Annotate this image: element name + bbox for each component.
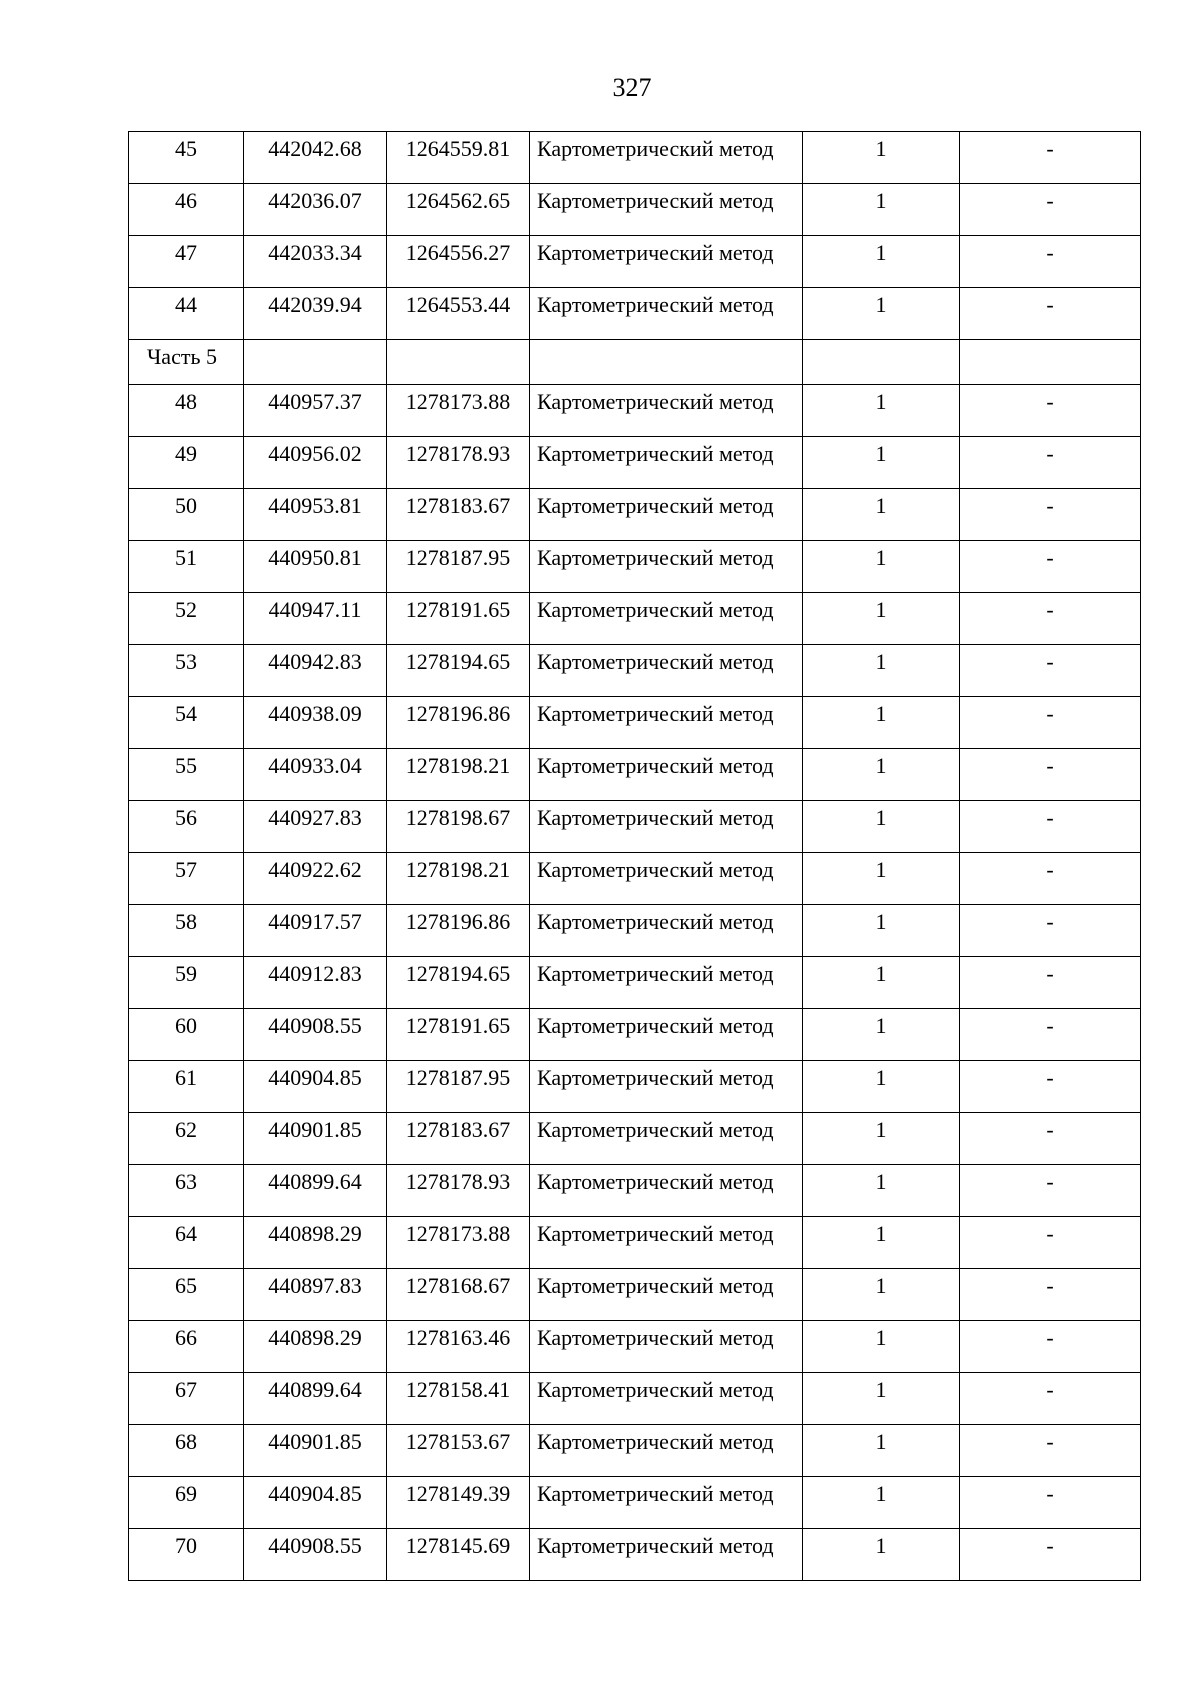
method-cell: Картометрический метод: [530, 1113, 803, 1165]
description-cell: -: [960, 1165, 1141, 1217]
y-coordinate-cell: 1278183.67: [387, 489, 530, 541]
y-coordinate-cell: 1278198.21: [387, 749, 530, 801]
accuracy-cell: 1: [803, 288, 960, 340]
accuracy-cell: 1: [803, 184, 960, 236]
table-row: [129, 1217, 1141, 1269]
y-coordinate-cell: 1278149.39: [387, 1477, 530, 1529]
accuracy-cell: 1: [803, 1425, 960, 1477]
table-row: [129, 489, 1141, 541]
method-cell: Картометрический метод: [530, 1269, 803, 1321]
y-coordinate-cell: 1264553.44: [387, 288, 530, 340]
table-row: [129, 385, 1141, 437]
method-cell: Картометрический метод: [530, 1425, 803, 1477]
method-cell: Картометрический метод: [530, 749, 803, 801]
x-coordinate-cell: 440933.04: [244, 749, 387, 801]
point-number-cell: 65: [129, 1269, 244, 1321]
point-number-cell: 57: [129, 853, 244, 905]
method-cell: Картометрический метод: [530, 1373, 803, 1425]
accuracy-cell: 1: [803, 1217, 960, 1269]
method-cell: Картометрический метод: [530, 905, 803, 957]
y-coordinate-cell: 1278187.95: [387, 1061, 530, 1113]
accuracy-cell: 1: [803, 905, 960, 957]
empty-cell: [803, 340, 960, 385]
accuracy-cell: 1: [803, 801, 960, 853]
y-coordinate-cell: 1278178.93: [387, 437, 530, 489]
point-number-cell: 68: [129, 1425, 244, 1477]
description-cell: -: [960, 749, 1141, 801]
description-cell: -: [960, 236, 1141, 288]
description-cell: -: [960, 957, 1141, 1009]
point-number-cell: 62: [129, 1113, 244, 1165]
method-cell: Картометрический метод: [530, 1477, 803, 1529]
description-cell: -: [960, 645, 1141, 697]
accuracy-cell: 1: [803, 749, 960, 801]
table-row: [129, 1009, 1141, 1061]
method-cell: Картометрический метод: [530, 184, 803, 236]
method-cell: Картометрический метод: [530, 801, 803, 853]
table-row: [129, 749, 1141, 801]
y-coordinate-cell: 1278153.67: [387, 1425, 530, 1477]
method-cell: Картометрический метод: [530, 236, 803, 288]
table-row: [129, 541, 1141, 593]
y-coordinate-cell: 1278163.46: [387, 1321, 530, 1373]
point-number-cell: 60: [129, 1009, 244, 1061]
x-coordinate-cell: 440956.02: [244, 437, 387, 489]
point-number-cell: 58: [129, 905, 244, 957]
point-number-cell: 51: [129, 541, 244, 593]
table-row: [129, 288, 1141, 340]
point-number-cell: 52: [129, 593, 244, 645]
y-coordinate-cell: 1264556.27: [387, 236, 530, 288]
y-coordinate-cell: 1278187.95: [387, 541, 530, 593]
description-cell: -: [960, 184, 1141, 236]
method-cell: Картометрический метод: [530, 1529, 803, 1581]
empty-cell: [244, 340, 387, 385]
y-coordinate-cell: 1278158.41: [387, 1373, 530, 1425]
empty-cell: [387, 340, 530, 385]
table-row: [129, 1113, 1141, 1165]
table-row: [129, 1477, 1141, 1529]
accuracy-cell: 1: [803, 385, 960, 437]
point-number-cell: 64: [129, 1217, 244, 1269]
table-body-part-4: [129, 132, 1141, 340]
table-row: [129, 1321, 1141, 1373]
accuracy-cell: 1: [803, 1477, 960, 1529]
accuracy-cell: 1: [803, 1529, 960, 1581]
method-cell: Картометрический метод: [530, 853, 803, 905]
description-cell: -: [960, 1009, 1141, 1061]
point-number-cell: 45: [129, 132, 244, 184]
accuracy-cell: 1: [803, 489, 960, 541]
accuracy-cell: 1: [803, 1009, 960, 1061]
accuracy-cell: 1: [803, 593, 960, 645]
description-cell: -: [960, 1425, 1141, 1477]
method-cell: Картометрический метод: [530, 645, 803, 697]
empty-cell: [530, 340, 803, 385]
accuracy-cell: 1: [803, 1321, 960, 1373]
y-coordinate-cell: 1278191.65: [387, 1009, 530, 1061]
x-coordinate-cell: 440917.57: [244, 905, 387, 957]
description-cell: -: [960, 1477, 1141, 1529]
section-row: [129, 340, 1141, 385]
y-coordinate-cell: 1278196.86: [387, 697, 530, 749]
accuracy-cell: 1: [803, 957, 960, 1009]
y-coordinate-cell: 1278198.67: [387, 801, 530, 853]
y-coordinate-cell: 1264559.81: [387, 132, 530, 184]
x-coordinate-cell: 440908.55: [244, 1529, 387, 1581]
description-cell: -: [960, 1217, 1141, 1269]
x-coordinate-cell: 440904.85: [244, 1061, 387, 1113]
description-cell: -: [960, 853, 1141, 905]
x-coordinate-cell: 440922.62: [244, 853, 387, 905]
description-cell: -: [960, 1529, 1141, 1581]
method-cell: Картометрический метод: [530, 1321, 803, 1373]
x-coordinate-cell: 440899.64: [244, 1165, 387, 1217]
point-number-cell: 50: [129, 489, 244, 541]
table-row: [129, 132, 1141, 184]
table-row: [129, 957, 1141, 1009]
accuracy-cell: 1: [803, 853, 960, 905]
point-number-cell: 61: [129, 1061, 244, 1113]
y-coordinate-cell: 1278168.67: [387, 1269, 530, 1321]
accuracy-cell: 1: [803, 1113, 960, 1165]
table-row: [129, 593, 1141, 645]
description-cell: -: [960, 905, 1141, 957]
x-coordinate-cell: 440901.85: [244, 1425, 387, 1477]
description-cell: -: [960, 385, 1141, 437]
y-coordinate-cell: 1278183.67: [387, 1113, 530, 1165]
point-number-cell: 66: [129, 1321, 244, 1373]
x-coordinate-cell: 442036.07: [244, 184, 387, 236]
description-cell: -: [960, 1113, 1141, 1165]
table-row: [129, 184, 1141, 236]
table-row: [129, 1269, 1141, 1321]
y-coordinate-cell: 1278196.86: [387, 905, 530, 957]
description-cell: -: [960, 593, 1141, 645]
accuracy-cell: 1: [803, 236, 960, 288]
accuracy-cell: 1: [803, 697, 960, 749]
point-number-cell: 49: [129, 437, 244, 489]
x-coordinate-cell: 440953.81: [244, 489, 387, 541]
method-cell: Картометрический метод: [530, 1217, 803, 1269]
accuracy-cell: 1: [803, 1061, 960, 1113]
description-cell: -: [960, 1269, 1141, 1321]
table-row: [129, 1529, 1141, 1581]
point-number-cell: 47: [129, 236, 244, 288]
x-coordinate-cell: 440942.83: [244, 645, 387, 697]
y-coordinate-cell: 1278191.65: [387, 593, 530, 645]
point-number-cell: 55: [129, 749, 244, 801]
empty-cell: [960, 340, 1141, 385]
point-number-cell: 63: [129, 1165, 244, 1217]
method-cell: Картометрический метод: [530, 1061, 803, 1113]
point-number-cell: 44: [129, 288, 244, 340]
description-cell: -: [960, 132, 1141, 184]
section-label: Часть 5: [129, 340, 244, 385]
x-coordinate-cell: 440904.85: [244, 1477, 387, 1529]
table-row: [129, 236, 1141, 288]
point-number-cell: 53: [129, 645, 244, 697]
table-section-header: [129, 340, 1141, 385]
x-coordinate-cell: 442042.68: [244, 132, 387, 184]
description-cell: -: [960, 437, 1141, 489]
point-number-cell: 56: [129, 801, 244, 853]
x-coordinate-cell: 440947.11: [244, 593, 387, 645]
y-coordinate-cell: 1278178.93: [387, 1165, 530, 1217]
accuracy-cell: 1: [803, 132, 960, 184]
method-cell: Картометрический метод: [530, 541, 803, 593]
point-number-cell: 67: [129, 1373, 244, 1425]
x-coordinate-cell: 440899.64: [244, 1373, 387, 1425]
description-cell: -: [960, 1061, 1141, 1113]
y-coordinate-cell: 1278173.88: [387, 1217, 530, 1269]
x-coordinate-cell: 442039.94: [244, 288, 387, 340]
accuracy-cell: 1: [803, 541, 960, 593]
method-cell: Картометрический метод: [530, 132, 803, 184]
description-cell: -: [960, 541, 1141, 593]
table-row: [129, 1373, 1141, 1425]
x-coordinate-cell: 440901.85: [244, 1113, 387, 1165]
table-row: [129, 801, 1141, 853]
x-coordinate-cell: 440898.29: [244, 1217, 387, 1269]
method-cell: Картометрический метод: [530, 385, 803, 437]
x-coordinate-cell: 440927.83: [244, 801, 387, 853]
y-coordinate-cell: 1264562.65: [387, 184, 530, 236]
accuracy-cell: 1: [803, 1373, 960, 1425]
x-coordinate-cell: 440908.55: [244, 1009, 387, 1061]
x-coordinate-cell: 440897.83: [244, 1269, 387, 1321]
accuracy-cell: 1: [803, 645, 960, 697]
point-number-cell: 46: [129, 184, 244, 236]
description-cell: -: [960, 489, 1141, 541]
table-row: [129, 853, 1141, 905]
accuracy-cell: 1: [803, 1165, 960, 1217]
table-row: [129, 645, 1141, 697]
page-number: 327: [612, 73, 652, 102]
method-cell: Картометрический метод: [530, 288, 803, 340]
y-coordinate-cell: 1278194.65: [387, 645, 530, 697]
description-cell: -: [960, 801, 1141, 853]
method-cell: Картометрический метод: [530, 697, 803, 749]
description-cell: -: [960, 697, 1141, 749]
table-row: [129, 1425, 1141, 1477]
description-cell: -: [960, 1321, 1141, 1373]
y-coordinate-cell: 1278173.88: [387, 385, 530, 437]
accuracy-cell: 1: [803, 437, 960, 489]
x-coordinate-cell: 440950.81: [244, 541, 387, 593]
point-number-cell: 59: [129, 957, 244, 1009]
table-row: [129, 1165, 1141, 1217]
y-coordinate-cell: 1278194.65: [387, 957, 530, 1009]
x-coordinate-cell: 440898.29: [244, 1321, 387, 1373]
method-cell: Картометрический метод: [530, 437, 803, 489]
coordinates-table: [128, 131, 1141, 1581]
x-coordinate-cell: 440938.09: [244, 697, 387, 749]
method-cell: Картометрический метод: [530, 1009, 803, 1061]
y-coordinate-cell: 1278145.69: [387, 1529, 530, 1581]
table-row: [129, 1061, 1141, 1113]
table-row: [129, 437, 1141, 489]
table-row: [129, 697, 1141, 749]
point-number-cell: 48: [129, 385, 244, 437]
point-number-cell: 69: [129, 1477, 244, 1529]
x-coordinate-cell: 440957.37: [244, 385, 387, 437]
x-coordinate-cell: 442033.34: [244, 236, 387, 288]
method-cell: Картометрический метод: [530, 1165, 803, 1217]
table-row: [129, 905, 1141, 957]
description-cell: -: [960, 1373, 1141, 1425]
point-number-cell: 70: [129, 1529, 244, 1581]
x-coordinate-cell: 440912.83: [244, 957, 387, 1009]
accuracy-cell: 1: [803, 1269, 960, 1321]
description-cell: -: [960, 288, 1141, 340]
method-cell: Картометрический метод: [530, 489, 803, 541]
table-body-part-5: [129, 385, 1141, 1581]
y-coordinate-cell: 1278198.21: [387, 853, 530, 905]
point-number-cell: 54: [129, 697, 244, 749]
method-cell: Картометрический метод: [530, 957, 803, 1009]
method-cell: Картометрический метод: [530, 593, 803, 645]
